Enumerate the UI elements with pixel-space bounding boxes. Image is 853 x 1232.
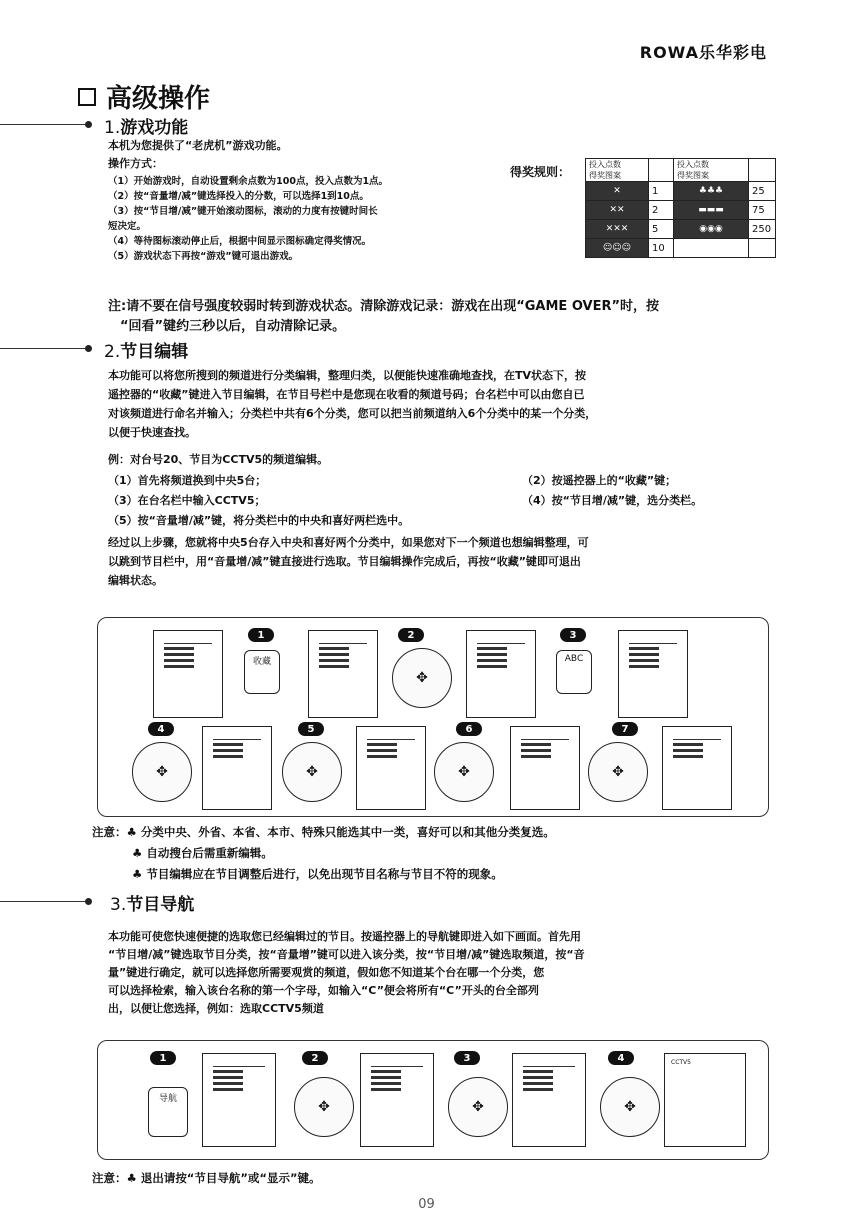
step-line: （3）按“节目增/减”键开始滚动图标，滚动的力度有按键时间长: [108, 206, 378, 217]
example-step-1: （1）首先将频道换到中央5台；: [108, 474, 267, 487]
section-3-bullet: [85, 898, 92, 905]
step-badge: 3: [560, 628, 586, 642]
step-badge: 2: [302, 1051, 328, 1065]
remote-dpad-icon: ✥: [392, 648, 452, 708]
step-badge: 6: [456, 722, 482, 736]
section-1-bullet: [85, 121, 92, 128]
page-title-text: 高级操作: [106, 84, 211, 114]
section-2-line: [0, 348, 88, 349]
brand-logo: ROWA乐华彩电: [639, 43, 767, 62]
page-number: 09: [418, 1197, 435, 1212]
rule-label: 得奖规则：: [510, 165, 571, 179]
screen-mockup: [308, 630, 378, 718]
step-badge: 1: [150, 1051, 176, 1065]
step-badge: 4: [608, 1051, 634, 1065]
step-badge: 3: [454, 1051, 480, 1065]
section-1-title: [104, 113, 188, 138]
slot-icon: ✕: [586, 182, 649, 201]
section-2-example: 例：对台号20、节目为CCTV5的频道编辑。: [108, 453, 329, 466]
step-line: （4）等待图标滚动停止后，根据中间显示图标确定得奖情况。: [108, 236, 372, 247]
section-2-paragraph-2: 经过以上步骤，您就将中央5台存入中央和喜好两个分类中，如果您对下一个频道也想编辑整理，可 以跳到节目栏中，用“音量增/减”键直接进行选取。节目编辑操作完成后，再按“收藏”键即可退出 编辑状态。: [108, 536, 589, 587]
table-header-left: 投入点数 得奖图案: [586, 159, 649, 182]
favorite-key-icon: 收藏: [244, 650, 280, 694]
screen-mockup: [510, 726, 580, 810]
section-3-line: [0, 901, 88, 902]
remote-dpad-icon: ✥: [282, 742, 342, 802]
screen-mockup: [618, 630, 688, 718]
section-3-title: 3.节目导航: [110, 895, 195, 915]
page-title: [78, 78, 210, 115]
example-step-2: （2）按遥控器上的“收藏”键；: [522, 474, 677, 487]
table-row: ✕ 1 ♣♣♣ 25: [586, 182, 776, 201]
remote-dpad-icon: ✥: [448, 1077, 508, 1137]
section-1-op-label: 操作方式：: [108, 157, 163, 170]
section-3-paragraph: 本功能可使您快速便捷的选取您已经编辑过的节目。按遥控器上的导航键即进入如下画面。首先用 “节目增/减”键选取节目分类，按“音量增”键可以进入该分类，按“节目增/减”键选取频道，按“音 量”键进行确定，就可以选择您所需要观赏的频道，假如您不知道某个台在哪一个分类，您 可以选择检索，输入该台名称的第一个字母，如输入“C”便会将所有“C”开头的台全部列 出，以便让您选择，例如：选取CCTV5频道: [108, 930, 585, 1015]
section-2-note-2: ♣ 自动搜台后需重新编辑。: [132, 846, 273, 860]
screen-mockup: [356, 726, 426, 810]
step-line: （1）开始游戏时，自动设置剩余点数为100点，投入点数为1点。: [108, 176, 389, 187]
table-row: ✕✕✕ 5 ◉◉◉ 250: [586, 220, 776, 239]
step-badge: 1: [248, 628, 274, 642]
remote-dpad-icon: ✥: [434, 742, 494, 802]
screen-mockup: [202, 1053, 276, 1147]
screen-mockup: [466, 630, 536, 718]
slot-icon: ✕✕: [586, 201, 649, 220]
example-step-3: （3）在台名栏中输入CCTV5；: [108, 494, 266, 507]
step-badge: 2: [398, 628, 424, 642]
screen-mockup: [512, 1053, 586, 1147]
example-step-5: （5）按“音量增/减”键，将分类栏中的中央和喜好两栏选中。: [108, 514, 410, 527]
section-2-note-3: ♣ 节目编辑应在节目调整后进行，以免出现节目名称与节目不符的现象。: [132, 867, 503, 881]
section-1-title-text: 游戏功能: [120, 118, 189, 138]
table-row: ☺☺☺ 10: [586, 239, 776, 258]
section-1-note2: “回看”键约三秒以后，自动清除记录。: [120, 319, 346, 334]
section-1-line: [0, 124, 88, 125]
table-row: ✕✕ 2 ▬▬▬ 75: [586, 201, 776, 220]
screen-mockup: [662, 726, 732, 810]
remote-dpad-icon: ✥: [600, 1077, 660, 1137]
step-badge: 7: [612, 722, 638, 736]
slot-icon: ▬▬▬: [674, 201, 749, 220]
prize-table-grid: [585, 158, 776, 258]
slot-icon: ✕✕✕: [586, 220, 649, 239]
screen-mockup: [153, 630, 223, 718]
section-1-num: 1.: [104, 118, 121, 138]
example-step-4: （4）按“节目增/减”键，选分类栏。: [522, 494, 703, 507]
slot-icon: ♣♣♣: [674, 182, 749, 201]
remote-dpad-icon: ✥: [294, 1077, 354, 1137]
section-1-intro: 本机为您提供了“老虎机”游戏功能。: [108, 139, 288, 152]
step-line: 短决定。: [108, 221, 147, 232]
section-2-paragraph: 本功能可以将您所搜到的频道进行分类编辑，整理归类，以便能快速准确地查找，在TV状态下，按 遥控器的“收藏”键进入节目编辑，在节目号栏中是您现在收看的频道号码；台名栏中可以由您自已 对该频道进行命名并输入；分类栏中共有6个分类，您可以把当前频道纳入6个分类中的某一个分类， 以便于快速查找。: [108, 369, 597, 439]
prize-table: [585, 158, 776, 258]
table-header-right: 投入点数 得奖图案: [674, 159, 749, 182]
step-badge: 4: [148, 722, 174, 736]
section-2-title: 2.节目编辑: [104, 342, 189, 362]
remote-dpad-icon: ✥: [132, 742, 192, 802]
remote-dpad-icon: ✥: [588, 742, 648, 802]
step-line: （5）游戏状态下再按“游戏”键可退出游戏。: [108, 251, 299, 262]
checkbox-icon: [78, 88, 96, 106]
abc-key-icon: ABC: [556, 650, 592, 694]
section-2-bullet: [85, 345, 92, 352]
step-badge: 5: [298, 722, 324, 736]
section-3-note: 注意：♣ 退出请按“节目导航”或“显示”键。: [92, 1171, 321, 1185]
section-1-note: 注:请不要在信号强度较弱时转到游戏状态。清除游戏记录：游戏在出现“GAME OVER”时，按: [108, 299, 660, 314]
section-2-note-1: 注意：♣ 分类中央、外省、本省、本市、特殊只能选其中一类，喜好可以和其他分类复选。: [92, 825, 555, 839]
slot-icon: ◉◉◉: [674, 220, 749, 239]
screen-mockup: [202, 726, 272, 810]
guide-key-icon: 导航: [148, 1087, 188, 1137]
edit-diagram: [97, 617, 769, 817]
step-line: （2）按“音量增/减”键选择投入的分数，可以选择1到10点。: [108, 191, 369, 202]
section-1-steps: [108, 174, 498, 264]
screen-mockup: CCTV5: [664, 1053, 746, 1147]
navigation-diagram: [97, 1040, 769, 1160]
screen-mockup: [360, 1053, 434, 1147]
slot-icon: ☺☺☺: [586, 239, 649, 258]
